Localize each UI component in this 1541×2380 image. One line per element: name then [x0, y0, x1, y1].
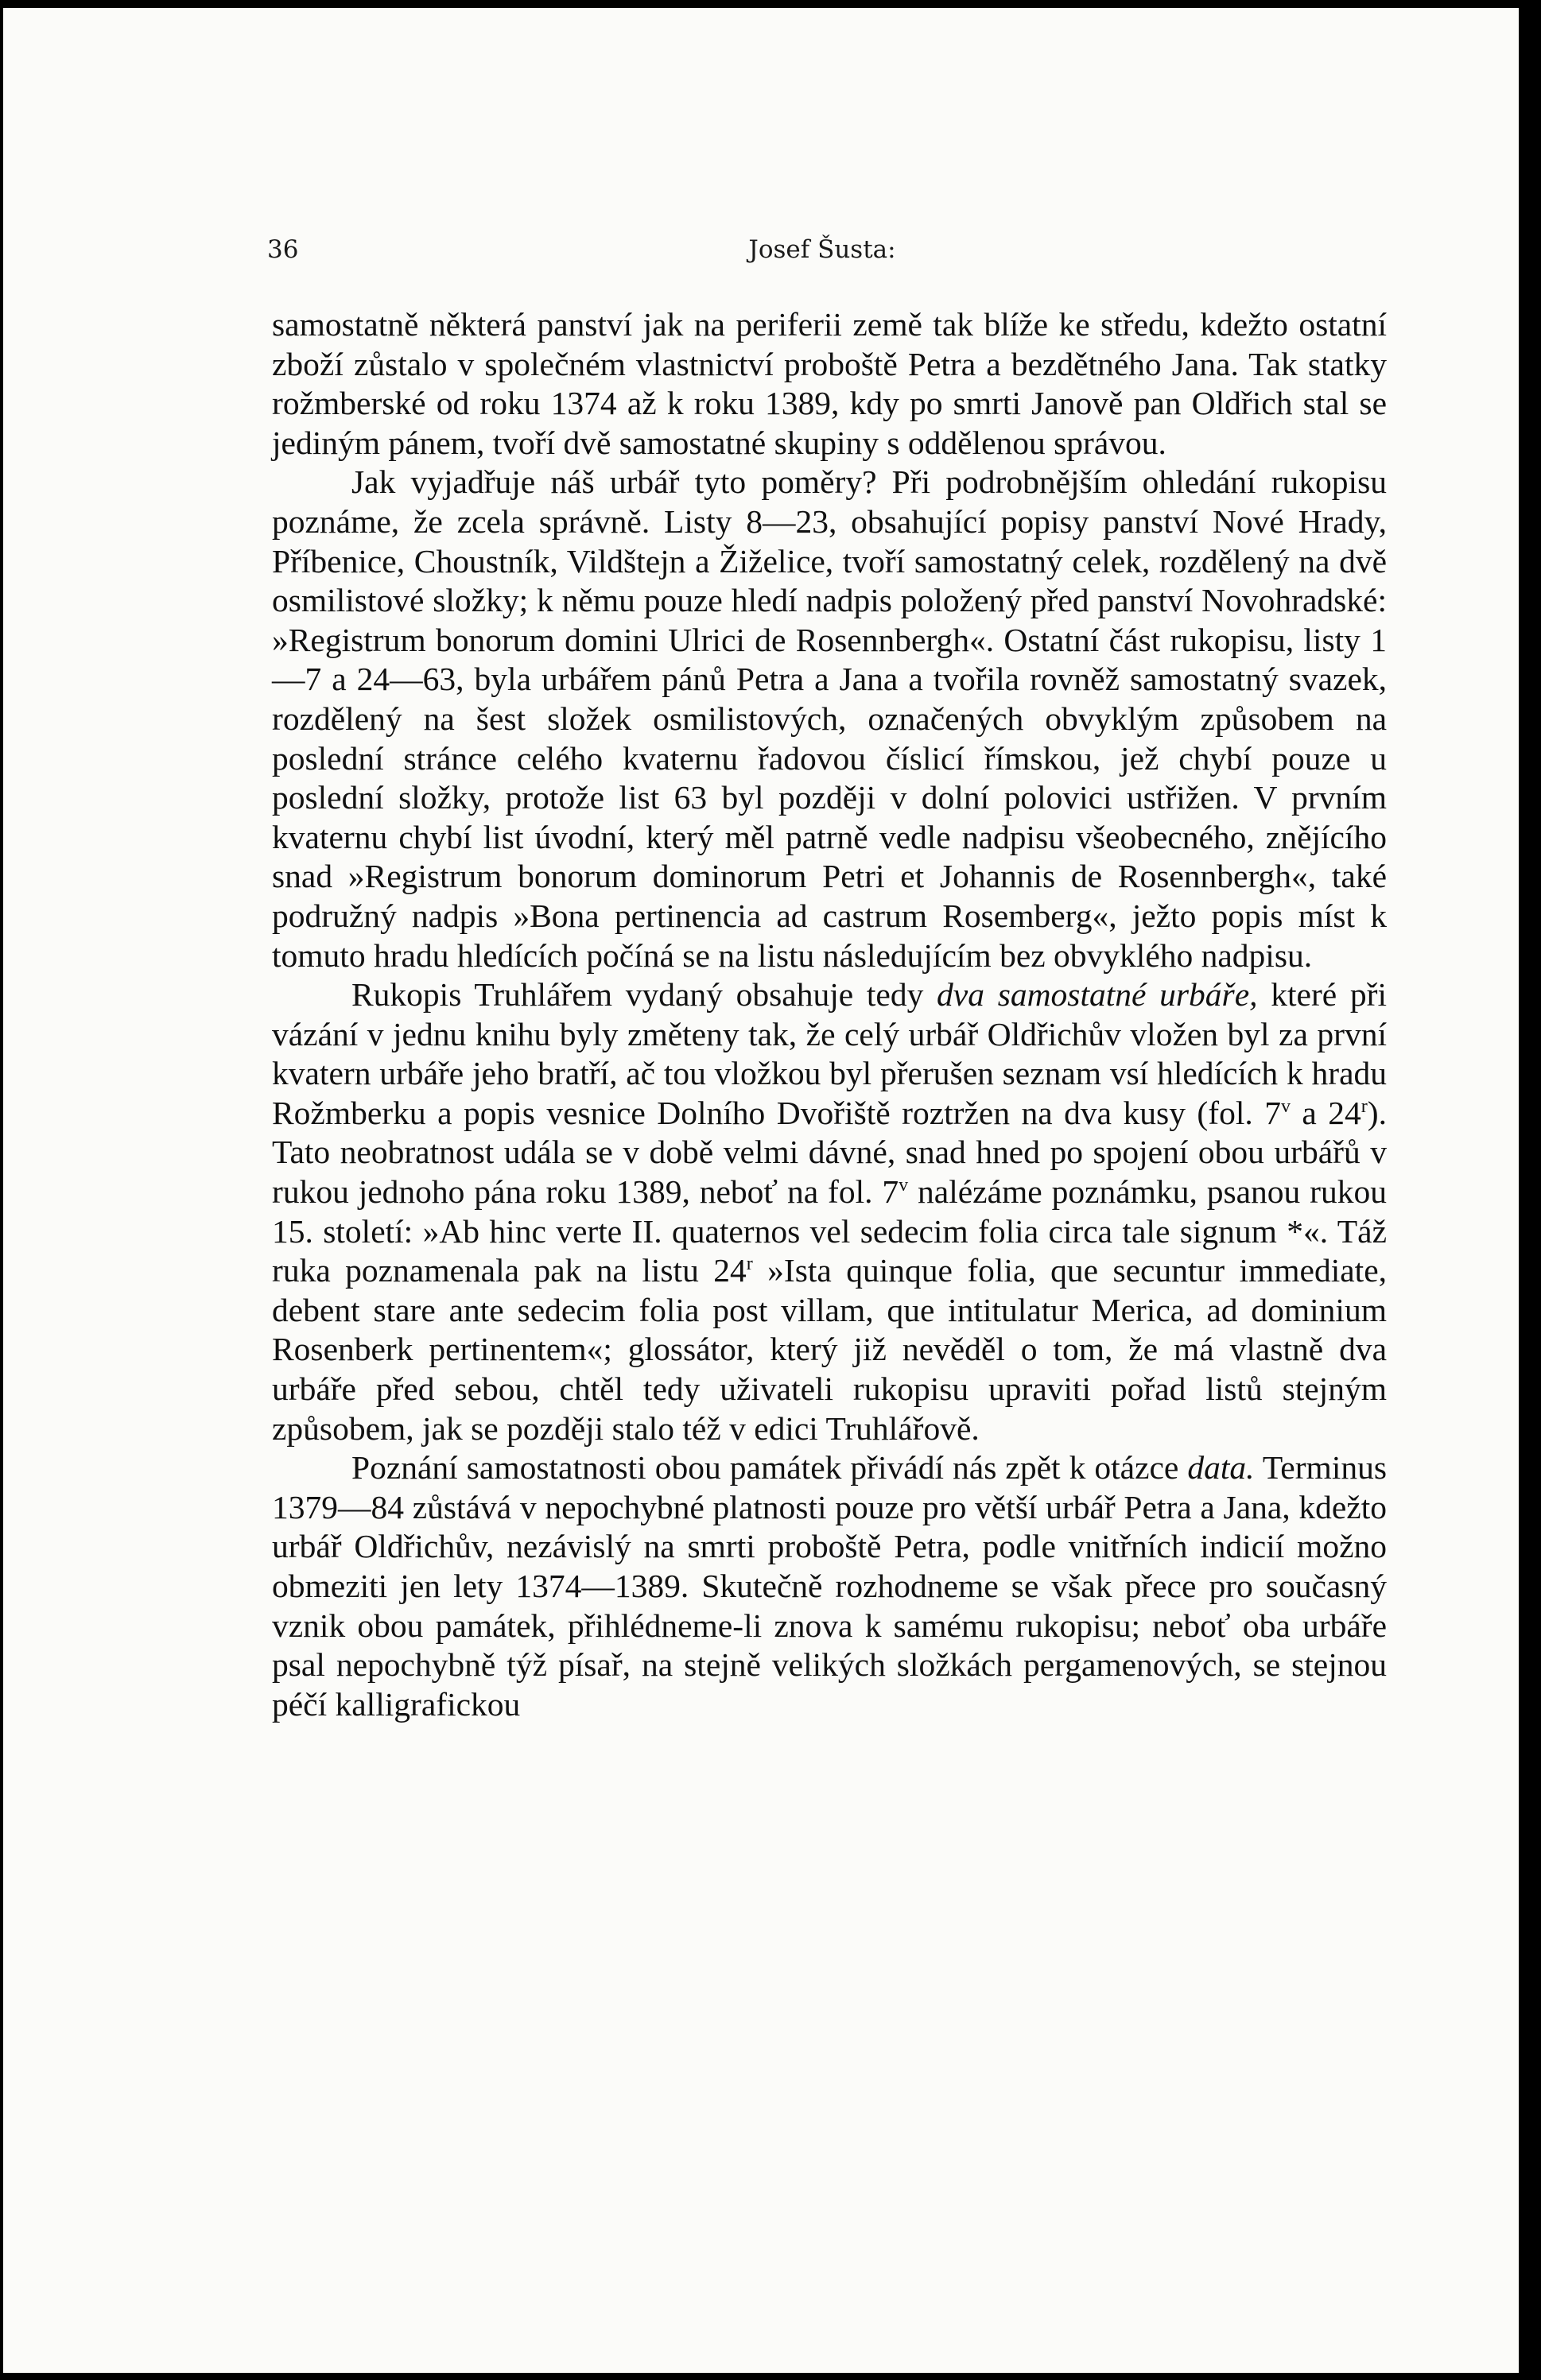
italic-phrase: dva samostatné urbáře,: [937, 976, 1258, 1014]
running-title: Josef Šusta:: [748, 235, 896, 264]
page-number: 36: [267, 235, 299, 264]
paragraph-text: samostatně některá panství jak na periferii země tak blíže ke středu, kdežto ostatní zboží zůstalo v společném vlastnictví proboště Petra a bezdětného Jana. Tak statky rožmberské od roku 1374 až k roku 1389, kdy po smrti Janově pan Oldřich stal se jediným pánem, tvoří dvě samostatné skupiny s oddělenou správou.: [272, 306, 1387, 461]
paragraph-text: a 24: [1290, 1094, 1361, 1131]
body-text: [272, 305, 1387, 1724]
folio-superscript: v: [1280, 1096, 1291, 1118]
folio-superscript: r: [1361, 1096, 1368, 1118]
italic-phrase: data.: [1187, 1449, 1255, 1487]
folio-superscript: r: [746, 1254, 753, 1275]
paragraph: [272, 463, 1387, 975]
paragraph: [272, 305, 1387, 463]
paragraph-text: které při vázání v jednu knihu byly změteny tak, že celý urbář Oldřichův vložen byl za první kvatern urbáře jeho bratří, ač tou vložkou byl přerušen seznam vsí hledících k hradu Rožmberku a popis vesnice Dolního Dvořiště roztržen na dva kusy (fol. 7: [272, 976, 1387, 1131]
paragraph-text: »Ista quinque folia, que secuntur immediate, debent stare ante sedecim folia post villam, que intitulatur Merica, ad dominium Rosenberk pertinentem«; glossátor, který již nevěděl o tom, že má vlastně dva urbáře před sebou, chtěl tedy uživateli rukopisu upraviti pořad listů stejným způsobem, jak se později stalo též v edici Truhlářově.: [272, 1252, 1387, 1447]
paragraph-text: Rukopis Truhlářem vydaný obsahuje tedy: [351, 976, 937, 1014]
paragraph: [272, 1448, 1387, 1724]
folio-superscript: v: [899, 1175, 909, 1196]
document-page: [3, 8, 1519, 2373]
paragraph-text: ). Tato neobratnost udála se v době velmi dávné, snad hned po spojení obou urbářů v rukou jednoho pána roku 1389, neboť na fol. 7: [272, 1094, 1387, 1211]
page-header: [267, 235, 1377, 275]
paragraph-text: Jak vyjadřuje náš urbář tyto poměry? Při podrobnějším ohledání rukopisu poznáme, že zcela správně. Listy 8—23, obsahující popisy panství Nové Hrady, Příbenice, Choustník, Vildštejn a Žiželice, tvoří samostatný celek, rozdělený na dvě osmilistové složky; k němu pouze hledí nadpis položený před panství Novohradské: »Registrum bonorum domini Ulrici de Rosennbergh«. Ostatní část rukopisu, listy 1—7 a 24—63, byla urbářem pánů Petra a Jana a tvořila rovněž samostatný svazek, rozdělený na šest složek osmilistových, označených obvyklým způsobem na poslední stránce celého kvaternu řadovou číslicí římskou, jež chybí pouze u poslední složky, protože list 63 byl později v dolní polovici ustřižen. V prvním kvaternu chybí list úvodní, který měl patrně vedle nadpisu všeobecného, znějícího snad »Registrum bonorum dominorum Petri et Johannis de Rosennbergh«, také podružný nadpis »Bona pertinencia ad castrum Rosemberg«, ježto popis míst k tomuto hradu hledících počíná se na listu následujícím bez obvyklého nadpisu.: [272, 463, 1387, 974]
paragraph-text: nalézáme poznámku, psanou rukou 15. století: »Ab hinc verte II. quaternos vel sedecim folia circa tale signum *«. Táž ruka poznamenala pak na listu 24: [272, 1173, 1387, 1289]
paragraph: [272, 975, 1387, 1448]
paragraph-text: Terminus 1379—84 zůstává v nepochybné platnosti pouze pro větší urbář Petra a Jana, kdežto urbář Oldřichův, nezávislý na smrti proboště Petra, podle vnitřních indicií možno obmeziti jen lety 1374—1389. Skutečně rozhodneme se však přece pro současný vznik obou památek, přihlédneme-li znova k samému rukopisu; neboť oba urbáře psal nepochybně týž písař, na stejně velikých složkách pergamenových, se stejnou péčí kalligrafickou: [272, 1449, 1388, 1723]
paragraph-text: Poznání samostatnosti obou památek přivádí nás zpět k otázce: [351, 1449, 1188, 1487]
